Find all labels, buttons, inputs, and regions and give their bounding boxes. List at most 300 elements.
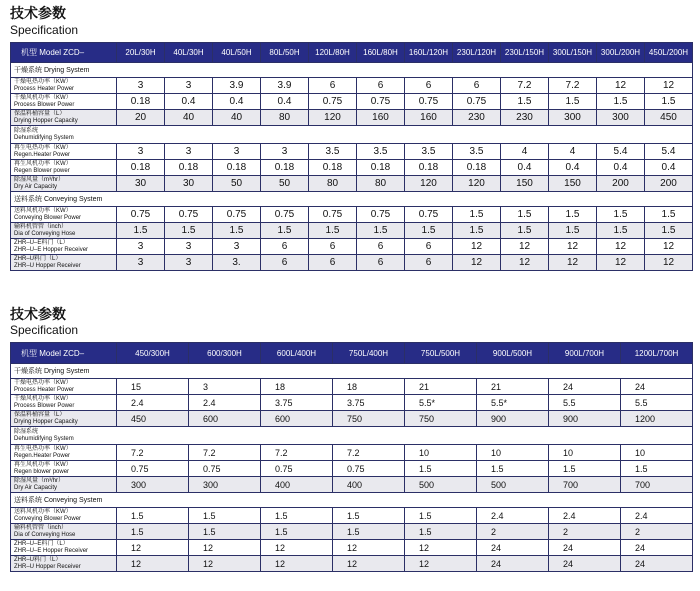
- table-cell: 6: [309, 255, 357, 271]
- table-cell: 6: [309, 78, 357, 94]
- row-label: [11, 160, 117, 176]
- table-cell: 2: [477, 524, 549, 540]
- table-cell: 12: [333, 556, 405, 572]
- model-header: 900L/500H: [477, 343, 549, 364]
- table-row: [11, 379, 693, 395]
- table-cell: 80: [309, 176, 357, 192]
- table-cell: 200: [597, 176, 645, 192]
- table-cell: 0.75: [261, 461, 333, 477]
- model-header: 120L/80H: [309, 43, 357, 63]
- table-cell: 12: [405, 556, 477, 572]
- row-label: [11, 556, 117, 572]
- table-row: [11, 477, 693, 493]
- row-label-zh: 干燥风机功率（KW）: [14, 94, 72, 101]
- model-header: 450L/200H: [645, 43, 693, 63]
- section-conveying-system-label: 送料系统 Conveying System: [11, 192, 693, 207]
- model-header: 230L/150H: [501, 43, 549, 63]
- row-label-en: Dia of Conveying Hose: [14, 230, 76, 237]
- row-label-en: Conveying Blower Power: [14, 214, 82, 221]
- table-cell: 6: [405, 78, 453, 94]
- table-cell: 150: [549, 176, 597, 192]
- row-label-en: ZHR–U–E Hopper Receiver: [14, 547, 89, 554]
- row-label-zh: 送料风机功率（KW）: [14, 207, 72, 214]
- model-header: 300L/200H: [597, 43, 645, 63]
- table-cell: 160: [405, 110, 453, 126]
- table-cell: 1.5: [453, 223, 501, 239]
- table-cell: 600: [261, 411, 333, 427]
- table-cell: 30: [117, 176, 165, 192]
- row-label-zh: ZHR–U–E料门（L）: [14, 540, 69, 547]
- row-label: [11, 255, 117, 271]
- table-cell: 1.5: [357, 223, 405, 239]
- table-cell: 0.75: [405, 207, 453, 223]
- row-label-en: Process Heater Power: [14, 85, 75, 92]
- section-zh: 除湿系统: [14, 428, 39, 435]
- table-cell: 3.: [213, 255, 261, 271]
- table-cell: 12: [549, 255, 597, 271]
- table-cell: 0.18: [165, 160, 213, 176]
- table-cell: 1.5: [597, 223, 645, 239]
- table-cell: 3.9: [213, 78, 261, 94]
- table-cell: 3: [117, 78, 165, 94]
- table-cell: 0.18: [309, 160, 357, 176]
- spec-title-zh-1: 技术参数: [10, 5, 66, 21]
- table-cell: 600: [189, 411, 261, 427]
- table-cell: 0.75: [357, 207, 405, 223]
- table-cell: 12: [453, 239, 501, 255]
- table-cell: 300: [549, 110, 597, 126]
- model-header: 600/300H: [189, 343, 261, 364]
- table-row: [11, 556, 693, 572]
- row-label-zh: ZHR–U料门（L）: [14, 556, 62, 563]
- model-header: 40L/30H: [165, 43, 213, 63]
- table-cell: 450: [117, 411, 189, 427]
- table-cell: 1.5: [405, 461, 477, 477]
- row-label-zh: 干燥电热功率（KW）: [14, 379, 72, 386]
- table-cell: 7.2: [261, 445, 333, 461]
- table-row: [11, 176, 693, 192]
- table-row: [11, 445, 693, 461]
- table-cell: 1.5: [549, 207, 597, 223]
- table-cell: 400: [333, 477, 405, 493]
- table-cell: 0.18: [261, 160, 309, 176]
- row-label-en: Dia of Conveying Hose: [14, 531, 76, 538]
- table-cell: 1.5: [165, 223, 213, 239]
- spec-title-en-2: Specification: [10, 323, 79, 337]
- table-cell: 2: [549, 524, 621, 540]
- model-header-label: 机型 Model ZCD–: [11, 43, 117, 63]
- table-row: [11, 78, 693, 94]
- table-cell: 0.75: [309, 207, 357, 223]
- table-cell: 24: [549, 556, 621, 572]
- table-cell: 1.5: [597, 94, 645, 110]
- model-header: 750L/500H: [405, 343, 477, 364]
- table-cell: 15: [117, 379, 189, 395]
- row-label-en: ZHR–U Hopper Receiver: [14, 262, 81, 269]
- table-cell: 12: [117, 540, 189, 556]
- table-cell: 0.75: [261, 207, 309, 223]
- table-cell: 900: [549, 411, 621, 427]
- section-dehumidifying-system-label: [11, 126, 693, 144]
- table-cell: 12: [405, 540, 477, 556]
- table-cell: 3.9: [261, 78, 309, 94]
- table-cell: 12: [597, 255, 645, 271]
- table-cell: 6: [453, 78, 501, 94]
- section-conveying-system: [11, 192, 693, 207]
- section-drying-system: [11, 63, 693, 78]
- model-header: 160L/120H: [405, 43, 453, 63]
- table-cell: 700: [549, 477, 621, 493]
- row-label-en: Process Blower Power: [14, 402, 75, 409]
- section-en: Dehumidifying System: [14, 435, 74, 442]
- table-cell: 6: [261, 255, 309, 271]
- table-cell: 21: [477, 379, 549, 395]
- row-label: [11, 176, 117, 192]
- table-cell: 0.75: [405, 94, 453, 110]
- model-header-label: 机型 Model ZCD–: [11, 343, 117, 364]
- table-cell: 10: [477, 445, 549, 461]
- table-cell: 7.2: [501, 78, 549, 94]
- table-cell: 10: [549, 445, 621, 461]
- model-header: 450/300H: [117, 343, 189, 364]
- table-cell: 6: [357, 239, 405, 255]
- table-cell: 0.75: [189, 461, 261, 477]
- table-cell: 18: [333, 379, 405, 395]
- table-cell: 12: [501, 239, 549, 255]
- section-dehumidifying-system-label: [11, 427, 693, 445]
- row-label-zh: 再生风机功率（KW）: [14, 461, 72, 468]
- table-cell: 3: [165, 255, 213, 271]
- table-cell: 0.4: [549, 160, 597, 176]
- table-cell: 6: [357, 255, 405, 271]
- table-cell: 0.18: [213, 160, 261, 176]
- table-cell: 3: [213, 144, 261, 160]
- model-header: 300L/150H: [549, 43, 597, 63]
- table-cell: 24: [621, 540, 693, 556]
- row-label: [11, 94, 117, 110]
- row-label-zh: ZHR–U–E料门（L）: [14, 239, 69, 246]
- row-label-zh: 除湿风量（m³/hr）: [14, 477, 64, 484]
- table-cell: 1.5: [309, 223, 357, 239]
- table-cell: 12: [453, 255, 501, 271]
- table-cell: 7.2: [117, 445, 189, 461]
- row-label: [11, 445, 117, 461]
- section-drying-system-label: 干燥系统 Drying System: [11, 63, 693, 78]
- row-label-en: Conveying Blower Power: [14, 515, 82, 522]
- table-cell: 230: [501, 110, 549, 126]
- spec-table-1: [10, 42, 693, 271]
- table-cell: 24: [621, 556, 693, 572]
- row-label: [11, 540, 117, 556]
- row-label-zh: 干燥电热功率（KW）: [14, 78, 72, 85]
- table-cell: 24: [621, 379, 693, 395]
- table-cell: 21: [405, 379, 477, 395]
- table-cell: 3: [165, 144, 213, 160]
- table-cell: 500: [405, 477, 477, 493]
- row-label-zh: 再生电热功率（KW）: [14, 144, 72, 151]
- table-cell: 1.5: [405, 223, 453, 239]
- table-cell: 10: [621, 445, 693, 461]
- table-cell: 10: [405, 445, 477, 461]
- row-label: [11, 524, 117, 540]
- row-label-zh: 送料风机功率（KW）: [14, 508, 72, 515]
- table-cell: 1200: [621, 411, 693, 427]
- table-cell: 3: [165, 239, 213, 255]
- table-cell: 1.5: [405, 508, 477, 524]
- table-cell: 80: [357, 176, 405, 192]
- table-cell: 12: [501, 255, 549, 271]
- table-cell: 0.4: [501, 160, 549, 176]
- table-cell: 120: [405, 176, 453, 192]
- table-cell: 12: [597, 78, 645, 94]
- header-row: [11, 343, 693, 364]
- table-cell: 7.2: [549, 78, 597, 94]
- table-cell: 1.5: [261, 524, 333, 540]
- table-cell: 0.18: [117, 94, 165, 110]
- table-cell: 300: [117, 477, 189, 493]
- table-cell: 300: [189, 477, 261, 493]
- table-cell: 6: [261, 239, 309, 255]
- table-cell: 3.5: [405, 144, 453, 160]
- table-row: [11, 160, 693, 176]
- table-cell: 1.5: [645, 94, 693, 110]
- row-label: [11, 477, 117, 493]
- model-header: 80L/50H: [261, 43, 309, 63]
- table-cell: 0.18: [405, 160, 453, 176]
- table-cell: 0.18: [357, 160, 405, 176]
- table-cell: 6: [405, 255, 453, 271]
- table-cell: 20: [117, 110, 165, 126]
- table-cell: 0.75: [213, 207, 261, 223]
- table-cell: 1.5: [117, 524, 189, 540]
- table-row: [11, 94, 693, 110]
- section-drying-system: [11, 364, 693, 379]
- table-cell: 2.4: [189, 395, 261, 411]
- table-cell: 5.4: [597, 144, 645, 160]
- model-header: 230L/120H: [453, 43, 501, 63]
- row-label: [11, 78, 117, 94]
- table-cell: 6: [357, 78, 405, 94]
- row-label: [11, 207, 117, 223]
- row-label-en: Process Heater Power: [14, 386, 75, 393]
- row-label-zh: 除湿风量（m³/hr）: [14, 176, 64, 183]
- table-cell: 300: [597, 110, 645, 126]
- table-row: [11, 207, 693, 223]
- table-cell: 2.4: [117, 395, 189, 411]
- table-cell: 0.4: [597, 160, 645, 176]
- table-cell: 1.5: [645, 223, 693, 239]
- table-cell: 3: [117, 239, 165, 255]
- row-label: [11, 395, 117, 411]
- table-cell: 2.4: [477, 508, 549, 524]
- model-header: 900L/700H: [549, 343, 621, 364]
- table-cell: 0.4: [165, 94, 213, 110]
- table-cell: 1.5: [501, 94, 549, 110]
- table-cell: 0.75: [309, 94, 357, 110]
- row-label-zh: 再生电热功率（KW）: [14, 445, 72, 452]
- table-cell: 5.5: [621, 395, 693, 411]
- table-cell: 900: [477, 411, 549, 427]
- table-row: [11, 110, 693, 126]
- section-conveying-system: [11, 493, 693, 508]
- table-cell: 6: [309, 239, 357, 255]
- table-cell: 5.5: [549, 395, 621, 411]
- table-cell: 2.4: [621, 508, 693, 524]
- section-dehumidifying-system: [11, 126, 693, 144]
- table-cell: 750: [405, 411, 477, 427]
- table-cell: 1.5: [189, 508, 261, 524]
- table-cell: 1.5: [549, 94, 597, 110]
- model-header: 750L/400H: [333, 343, 405, 364]
- table-cell: 3.5: [357, 144, 405, 160]
- row-label-zh: ZHR–U料门（L）: [14, 255, 62, 262]
- row-label-en: Drying Hopper Capacity: [14, 418, 78, 425]
- table-cell: 12: [645, 239, 693, 255]
- table-cell: 400: [261, 477, 333, 493]
- table-row: [11, 411, 693, 427]
- row-label: [11, 508, 117, 524]
- row-label-en: ZHR–U Hopper Receiver: [14, 563, 81, 570]
- row-label-zh: 再生风机功率（KW）: [14, 160, 72, 167]
- table-cell: 12: [189, 540, 261, 556]
- table-cell: 0.4: [261, 94, 309, 110]
- table-cell: 0.75: [333, 461, 405, 477]
- spec-title-en-1: Specification: [10, 23, 79, 37]
- table-cell: 150: [501, 176, 549, 192]
- table-cell: 30: [165, 176, 213, 192]
- table-cell: 12: [261, 556, 333, 572]
- table-cell: 3: [165, 78, 213, 94]
- table-cell: 5.4: [645, 144, 693, 160]
- table-cell: 0.75: [453, 94, 501, 110]
- row-label: [11, 239, 117, 255]
- table-cell: 4: [501, 144, 549, 160]
- spec-title-zh-2: 技术参数: [10, 306, 66, 322]
- table-cell: 2.4: [549, 508, 621, 524]
- table-cell: 1.5: [645, 207, 693, 223]
- table-cell: 6: [405, 239, 453, 255]
- model-header: 600L/400H: [261, 343, 333, 364]
- table-cell: 2: [621, 524, 693, 540]
- row-label: [11, 223, 117, 239]
- table-cell: 50: [213, 176, 261, 192]
- table-cell: 1.5: [117, 508, 189, 524]
- table-cell: 1.5: [477, 461, 549, 477]
- table-cell: 450: [645, 110, 693, 126]
- table-cell: 7.2: [189, 445, 261, 461]
- table-cell: 12: [549, 239, 597, 255]
- row-label-zh: 保温料桶容量（L）: [14, 411, 66, 418]
- row-label: [11, 110, 117, 126]
- table-cell: 5.5*: [405, 395, 477, 411]
- table-cell: 80: [261, 110, 309, 126]
- table-cell: 3.75: [333, 395, 405, 411]
- table-cell: 4: [549, 144, 597, 160]
- row-label: [11, 144, 117, 160]
- row-label-en: Process Blower Power: [14, 101, 75, 108]
- row-label-en: Regen blower power: [14, 468, 70, 475]
- row-label-en: Dry Air Capacity: [14, 183, 58, 190]
- table-cell: 12: [189, 556, 261, 572]
- table-cell: 40: [165, 110, 213, 126]
- row-label: [11, 379, 117, 395]
- table-cell: 160: [357, 110, 405, 126]
- table-cell: 1.5: [597, 207, 645, 223]
- row-label-zh: 输料机管管（inch）: [14, 524, 68, 531]
- table-cell: 3: [213, 239, 261, 255]
- table-cell: 3: [117, 255, 165, 271]
- table-row: [11, 144, 693, 160]
- table-cell: 24: [549, 379, 621, 395]
- table-row: [11, 524, 693, 540]
- table-cell: 200: [645, 176, 693, 192]
- table-cell: 0.18: [453, 160, 501, 176]
- row-label-en: Dry Air Capacity: [14, 484, 58, 491]
- row-label-en: ZHR–U–E Hopper Receiver: [14, 246, 89, 253]
- table-cell: 1.5: [501, 207, 549, 223]
- table-cell: 750: [333, 411, 405, 427]
- table-cell: 3.75: [261, 395, 333, 411]
- table-cell: 3.5: [309, 144, 357, 160]
- row-label-en: Drying Hopper Capacity: [14, 117, 78, 124]
- table-row: [11, 223, 693, 239]
- table-cell: 3.5: [453, 144, 501, 160]
- row-label-en: Regen.Heater Power: [14, 452, 71, 459]
- table-cell: 1.5: [213, 223, 261, 239]
- table-cell: 0.75: [117, 207, 165, 223]
- table-row: [11, 540, 693, 556]
- table-cell: 0.18: [117, 160, 165, 176]
- row-label: [11, 411, 117, 427]
- table-cell: 0.75: [165, 207, 213, 223]
- table-row: [11, 508, 693, 524]
- table-row: [11, 255, 693, 271]
- header-row: [11, 43, 693, 63]
- model-header: 160L/80H: [357, 43, 405, 63]
- table-cell: 24: [477, 556, 549, 572]
- table-cell: 3: [261, 144, 309, 160]
- table-cell: 24: [549, 540, 621, 556]
- row-label-zh: 干燥风机功率（KW）: [14, 395, 72, 402]
- table-cell: 1.5: [453, 207, 501, 223]
- table-cell: 230: [453, 110, 501, 126]
- table-cell: 0.75: [357, 94, 405, 110]
- table-cell: 120: [309, 110, 357, 126]
- table-cell: 1.5: [549, 461, 621, 477]
- spec-table-2: [10, 342, 693, 572]
- table-cell: 7.2: [333, 445, 405, 461]
- row-label: [11, 461, 117, 477]
- table-cell: 24: [477, 540, 549, 556]
- table-cell: 0.4: [213, 94, 261, 110]
- table-cell: 12: [597, 239, 645, 255]
- table-row: [11, 395, 693, 411]
- section-en: Dehumidifying System: [14, 134, 74, 141]
- table-cell: 120: [453, 176, 501, 192]
- table-cell: 3: [117, 144, 165, 160]
- table-cell: 500: [477, 477, 549, 493]
- table-cell: 0.4: [645, 160, 693, 176]
- table-cell: 1.5: [117, 223, 165, 239]
- table-cell: 1.5: [333, 524, 405, 540]
- table-cell: 1.5: [405, 524, 477, 540]
- table-cell: 50: [261, 176, 309, 192]
- row-label-en: Regen.Heater Power: [14, 151, 71, 158]
- table-cell: 1.5: [501, 223, 549, 239]
- table-row: [11, 239, 693, 255]
- model-header: 1200L/700H: [621, 343, 693, 364]
- table-cell: 12: [261, 540, 333, 556]
